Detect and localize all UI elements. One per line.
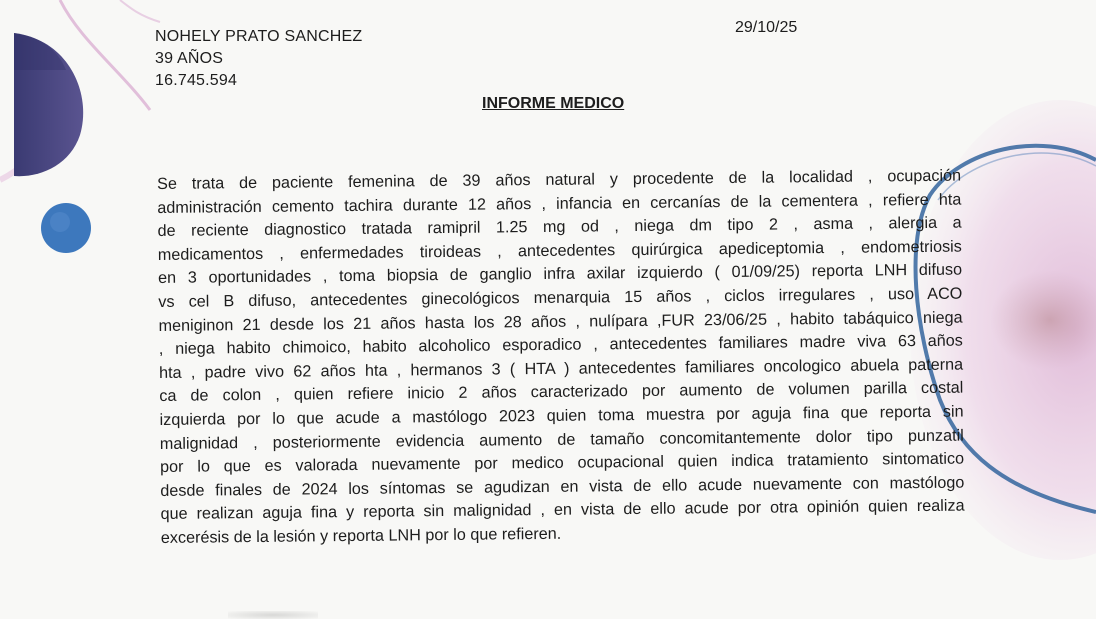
body-line: vs cel B difuso, antecedentes ginecológicos menarquia 15 años , ciclos irregulares , uso ACO [158, 284, 963, 311]
report-body [157, 165, 965, 551]
body-line: excerésis de la lesión y reporta LNH por lo que refieren. [160, 524, 562, 547]
patient-age: 39 AÑOS [155, 50, 224, 67]
body-line: Se trata de paciente femenina de 39 años natural y procedente de la localidad , ocupación [157, 166, 962, 193]
body-line: que realizan aguja fina y reporta sin malignidad , en vista de ello acude por otra opinión quien realiza [160, 496, 965, 524]
body-line: hta , padre vivo 62 años hta , hermanos 3 ( HTA ) antecedentes familiares oncologico abuela paterna [158, 355, 964, 382]
body-line: meniginon 21 desde los 21 años hasta los 28 años , nulípara ,FUR 23/06/25 , habito tabáquico niega [158, 308, 963, 335]
body-line: desde finales de 2024 los síntomas se agudizan en vista de ello acude nuevamente con mastólogo [160, 473, 965, 500]
patient-name: NOHELY PRATO SANCHEZ [155, 28, 363, 45]
report-title: INFORME MEDICO [482, 95, 625, 112]
body-line: malignidad , posteriormente evidencia aumento de tamaño concomitantemente dolor tipo punzatil [159, 426, 964, 453]
body-line: , niega habito chimoico, habito alcoholico esporadico , antecedentes familiares madre viva 63 años [158, 331, 963, 359]
body-line: medicamentos , enfermedades tiroideas , antecedentes quirúrgica apediceptomia , endometriosis [157, 237, 962, 264]
body-line: ca de colon , quien refiere inicio 2 años caracterizado por aumento de volumen parilla costal [159, 378, 964, 406]
cut-off-text-fragment [228, 611, 318, 619]
body-line: administración cemento tachira durante 12 años , infancia en cercanías de la cementera , refiere hta [157, 190, 962, 217]
body-line: en 3 oportunidades , toma biopsia de ganglio infra axilar izquierdo ( 01/09/25) reporta LNH difuso [158, 260, 963, 288]
body-line: izquierda por lo que acude a mastólogo 2023 quien toma muestra por aguja fina que reporta sin [159, 402, 964, 429]
body-line: por lo que es valorada nuevamente por medico ocupacional quien indica tratamiento sintomatico [159, 449, 965, 477]
patient-id: 16.745.594 [155, 72, 238, 89]
body-line: de reciente diagnostico tratada ramipril 1.25 mg od , niega dm tipo 2 , asma , alergia a [157, 213, 962, 241]
report-date: 29/10/25 [735, 19, 798, 36]
patient-header [155, 26, 362, 92]
